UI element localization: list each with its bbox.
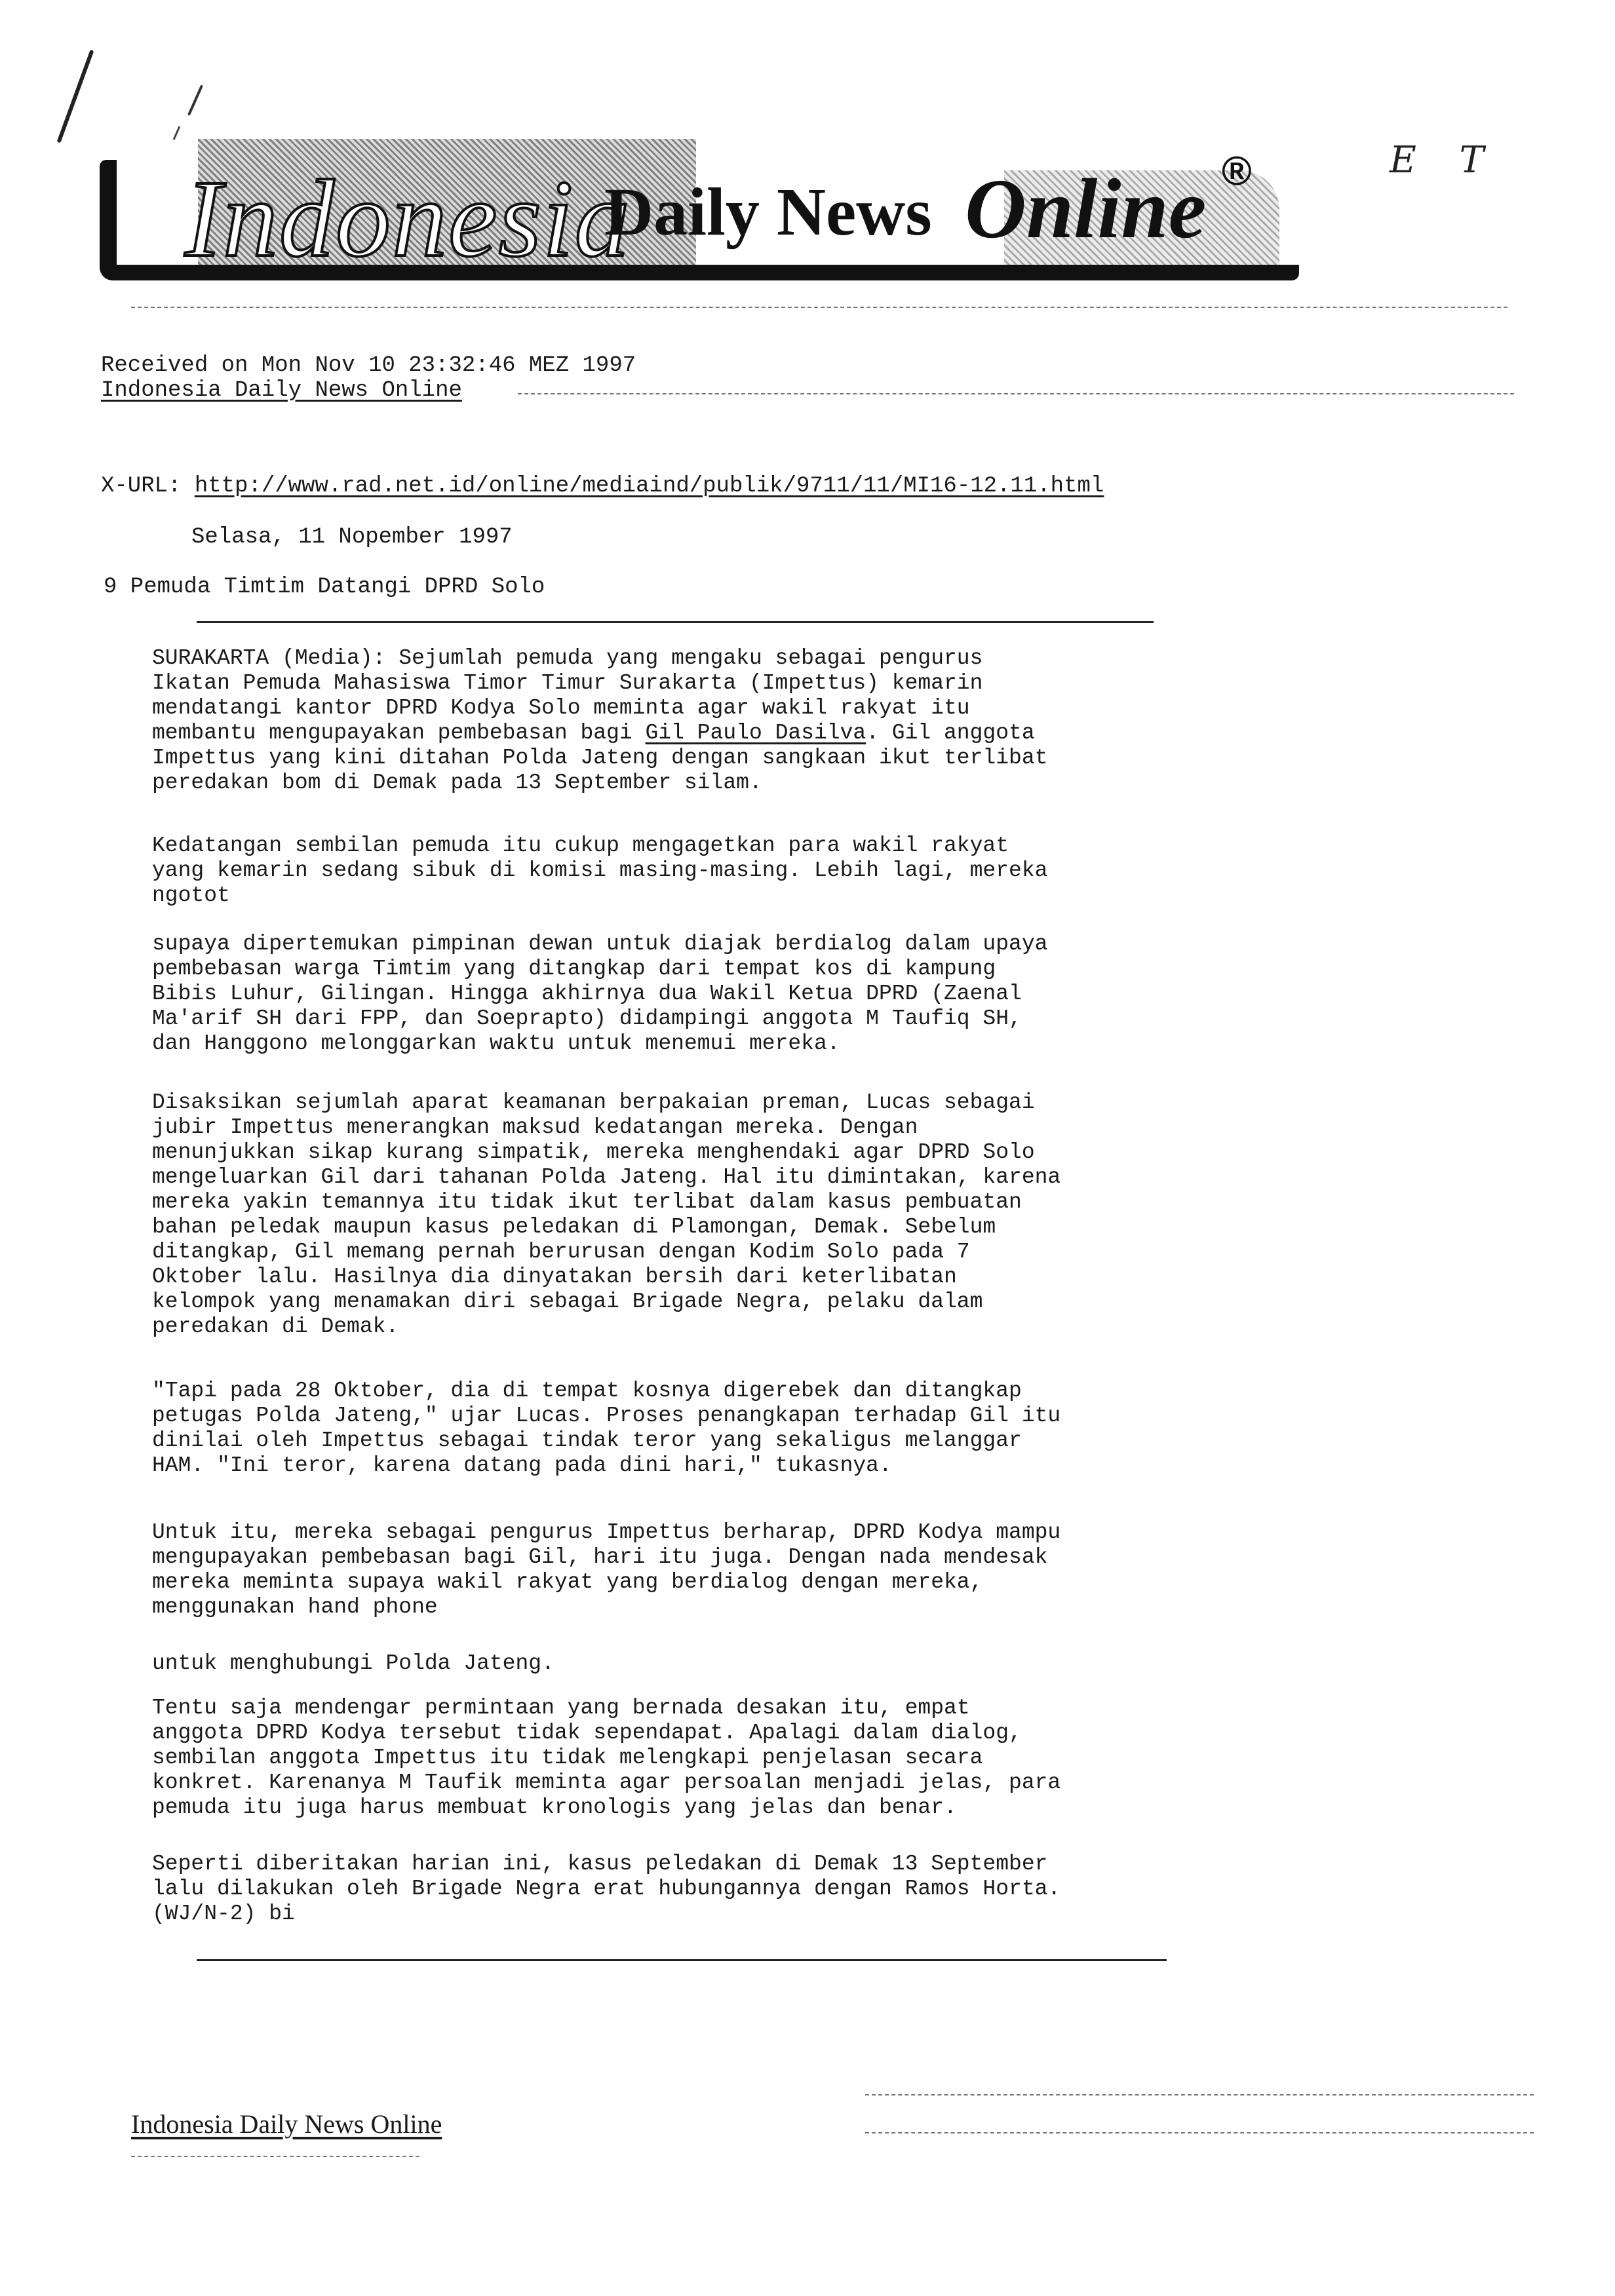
masthead-main-word: Daily News (604, 174, 932, 250)
article-paragraph-7: untuk menghubungi Polda Jateng. (152, 1651, 555, 1675)
paragraph-1-end: . Gil anggota Impettus yang kini ditahan Polda Jateng dengan sangkaan ikut terlibat peredakan bom di Demak pada 13 September silam. (152, 721, 1048, 795)
divider-dashed (518, 393, 1514, 394)
handwritten-tick (187, 85, 203, 115)
xurl-link[interactable]: http://www.rad.net.id/online/mediaind/publik/9711/11/MI16-12.11.html (194, 474, 1104, 499)
divider-dashed (131, 2156, 419, 2157)
received-line: Received on Mon Nov 10 23:32:46 MEZ 1997 (101, 353, 636, 378)
masthead-italic-word: Indonesia (185, 158, 631, 280)
paragraph-1-start: SURAKARTA (Media): Sejumlah pemuda yang mengaku sebagai pengurus Ikatan Pemuda Mahasiswa Timor Timur Surakarta (Impettus) kemarin mendatangi kantor DPRD Kodya Solo meminta agar wakil rakyat itu membantu mengupayakan pembebasan bagi (152, 646, 983, 745)
registered-mark: ® (1222, 149, 1252, 194)
person-name: Gil Paulo Dasilva (645, 721, 866, 745)
article-headline: 9 Pemuda Timtim Datangi DPRD Solo (104, 575, 545, 600)
source-line: Indonesia Daily News Online (101, 378, 462, 403)
masthead-logo (100, 134, 1299, 288)
divider-dashed (131, 307, 1508, 308)
masthead-online-word: Online (965, 162, 1207, 256)
article-paragraph-1 (152, 646, 1047, 795)
xurl-label: X-URL: (101, 474, 182, 499)
handwritten-slash (57, 49, 94, 143)
article-paragraph-3: supaya dipertemukan pimpinan dewan untuk diajak berdialog dalam upaya pembebasan warga Timtim yang ditangkap dari tempat kos di kampung Bibis Luhur, Gilingan. Hingga akhirnya dua Wakil Ketua DPRD (Zaenal Ma'arif SH dari FPP, dan Soeprapto) didampingi anggota M Taufiq SH, dan Hanggono melonggarkan waktu untuk menemui mereka. (152, 932, 1048, 1056)
article-paragraph-8: Tentu saja mendengar permintaan yang bernada desakan itu, empat anggota DPRD Kodya tersebut tidak sependapat. Apalagi dalam dialog, sembilan anggota Impettus itu tidak melengkapi penjelasan secara konkret. Karenanya M Taufik meminta agar persoalan menjadi jelas, para pemuda itu juga harus membuat kronologis yang jelas dan benar. (152, 1696, 1061, 1820)
headline-rule (197, 621, 1154, 623)
divider-dashed (865, 2094, 1534, 2095)
article-paragraph-6: Untuk itu, mereka sebagai pengurus Impettus berharap, DPRD Kodya mampu mengupayakan pembebasan bagi Gil, hari itu juga. Dengan nada mendesak mereka meminta supaya wakil rakyat yang berdialog dengan mereka, menggunakan hand phone (152, 1520, 1061, 1619)
article-paragraph-4: Disaksikan sejumlah aparat keamanan berpakaian preman, Lucas sebagai jubir Impettus menerangkan maksud kedatangan mereka. Dengan menunjukkan sikap kurang simpatik, mereka menghendaki agar DPRD Solo mengeluarkan Gil dari tahanan Polda Jateng. Hal itu dimintakan, karena mereka yakin temannya itu tidak ikut terlibat dalam kasus pembuatan bahan peledak maupun kasus peledakan di Plamongan, Demak. Sebelum ditangkap, Gil memang pernah berurusan dengan Kodim Solo pada 7 Oktober lalu. Hasilnya dia dinyatakan bersih dari keterlibatan kelompok yang menamakan diri sebagai Brigade Negra, pelaku dalam peredakan di Demak. (152, 1090, 1061, 1339)
handwritten-initials: E T (1390, 139, 1500, 182)
article-paragraph-5: "Tapi pada 28 Oktober, dia di tempat kosnya digerebek dan ditangkap petugas Polda Jateng," ujar Lucas. Proses penangkapan terhadap Gil itu dinilai oleh Impettus sebagai tindak teror yang sekaligus melanggar HAM. "Ini teror, karena datang pada dini hari," tukasnya. (152, 1379, 1061, 1478)
masthead-left-bar (100, 160, 117, 280)
article-date: Selasa, 11 Nopember 1997 (191, 525, 513, 550)
closing-rule (197, 1959, 1167, 1961)
divider-dashed (865, 2132, 1534, 2133)
footer-source: Indonesia Daily News Online (131, 2109, 442, 2139)
article-paragraph-9: Seperti diberitakan harian ini, kasus peledakan di Demak 13 September lalu dilakukan oleh Brigade Negra erat hubungannya dengan Ramos Horta. (WJ/N-2) bi (152, 1852, 1061, 1926)
article-paragraph-2: Kedatangan sembilan pemuda itu cukup mengagetkan para wakil rakyat yang kemarin sedang sibuk di komisi masing-masing. Lebih lagi, mereka ngotot (152, 833, 1048, 908)
